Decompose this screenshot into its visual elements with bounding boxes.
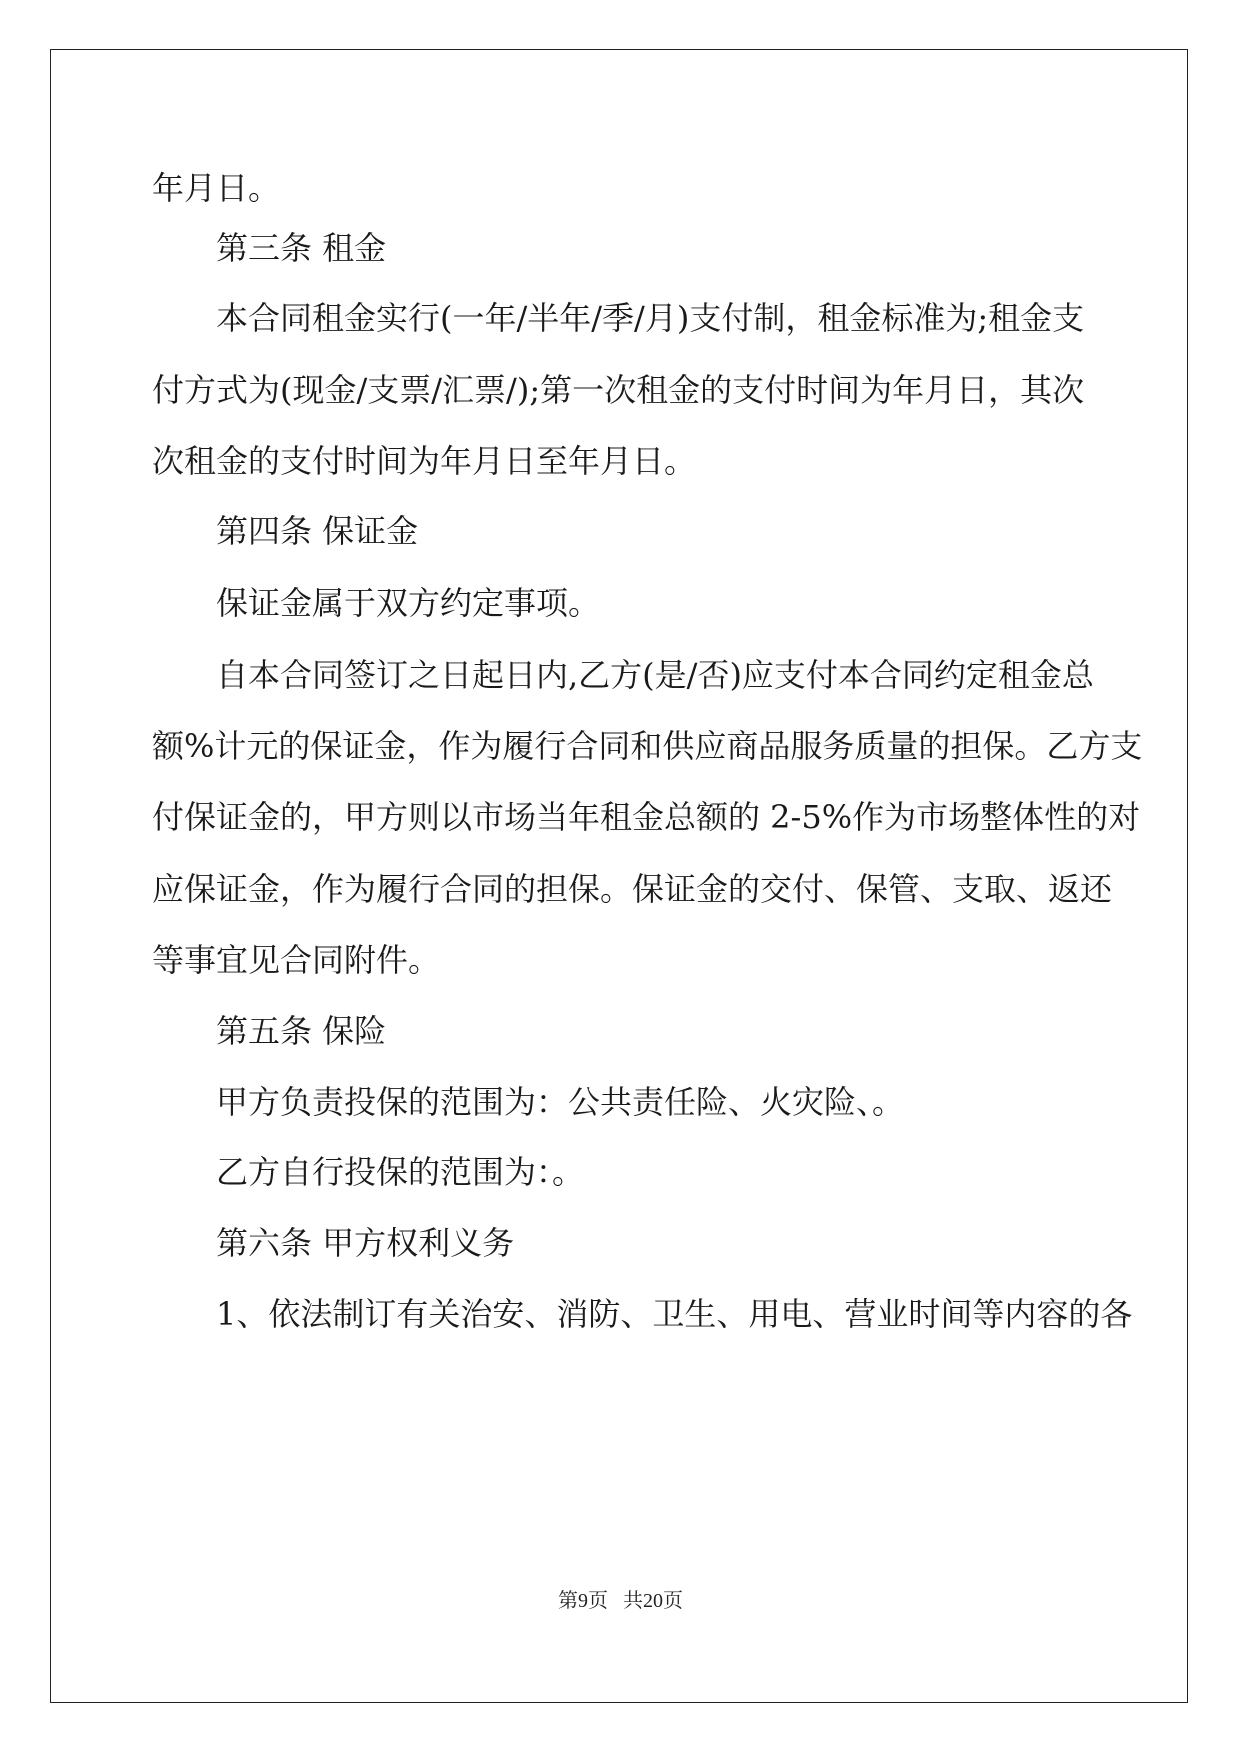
text-line: 等事宜见合同附件。	[152, 941, 441, 979]
article-heading-5: 第五条 保险	[216, 1012, 387, 1050]
footer-page-total: 20	[643, 1590, 663, 1612]
footer-page-prefix: 第	[558, 1590, 578, 1612]
footer-page-mid: 页 共	[588, 1590, 643, 1612]
text-line: 乙方自行投保的范围为：。	[216, 1153, 585, 1191]
footer-page-number: 9	[578, 1590, 588, 1612]
text-line: 保证金属于双方约定事项。	[216, 584, 601, 622]
page-footer	[0, 1588, 1241, 1614]
text-line: 本合同租金实行(一年/半年/季/月)支付制，租金标准为;租金支	[216, 299, 1085, 337]
text-line: 1、依法制订有关治安、消防、卫生、用电、营业时间等内容的各	[216, 1295, 1133, 1333]
text-line: 应保证金，作为履行合同的担保。保证金的交付、保管、支取、返还	[152, 870, 1113, 908]
text-line: 甲方负责投保的范围为：公共责任险、火灾险、。	[216, 1083, 905, 1121]
text-line: 付保证金的，甲方则以市场当年租金总额的 2-5%作为市场整体性的对	[152, 798, 1141, 836]
article-heading-6: 第六条 甲方权利义务	[216, 1224, 515, 1262]
footer-page-suffix: 页	[663, 1590, 683, 1612]
text-line: 次租金的支付时间为年月日至年月日。	[152, 442, 697, 480]
text-line: 自本合同签订之日起日内,乙方(是/否)应支付本合同约定租金总	[216, 656, 1094, 694]
article-heading-3: 第三条 租金	[216, 229, 387, 267]
text-line: 付方式为(现金/支票/汇票/);第一次租金的支付时间为年月日，其次	[152, 371, 1085, 409]
text-line: 年月日。	[152, 169, 281, 207]
article-heading-4: 第四条 保证金	[216, 512, 419, 550]
text-line: 额%计元的保证金，作为履行合同和供应商品服务质量的担保。乙方支	[152, 727, 1143, 765]
